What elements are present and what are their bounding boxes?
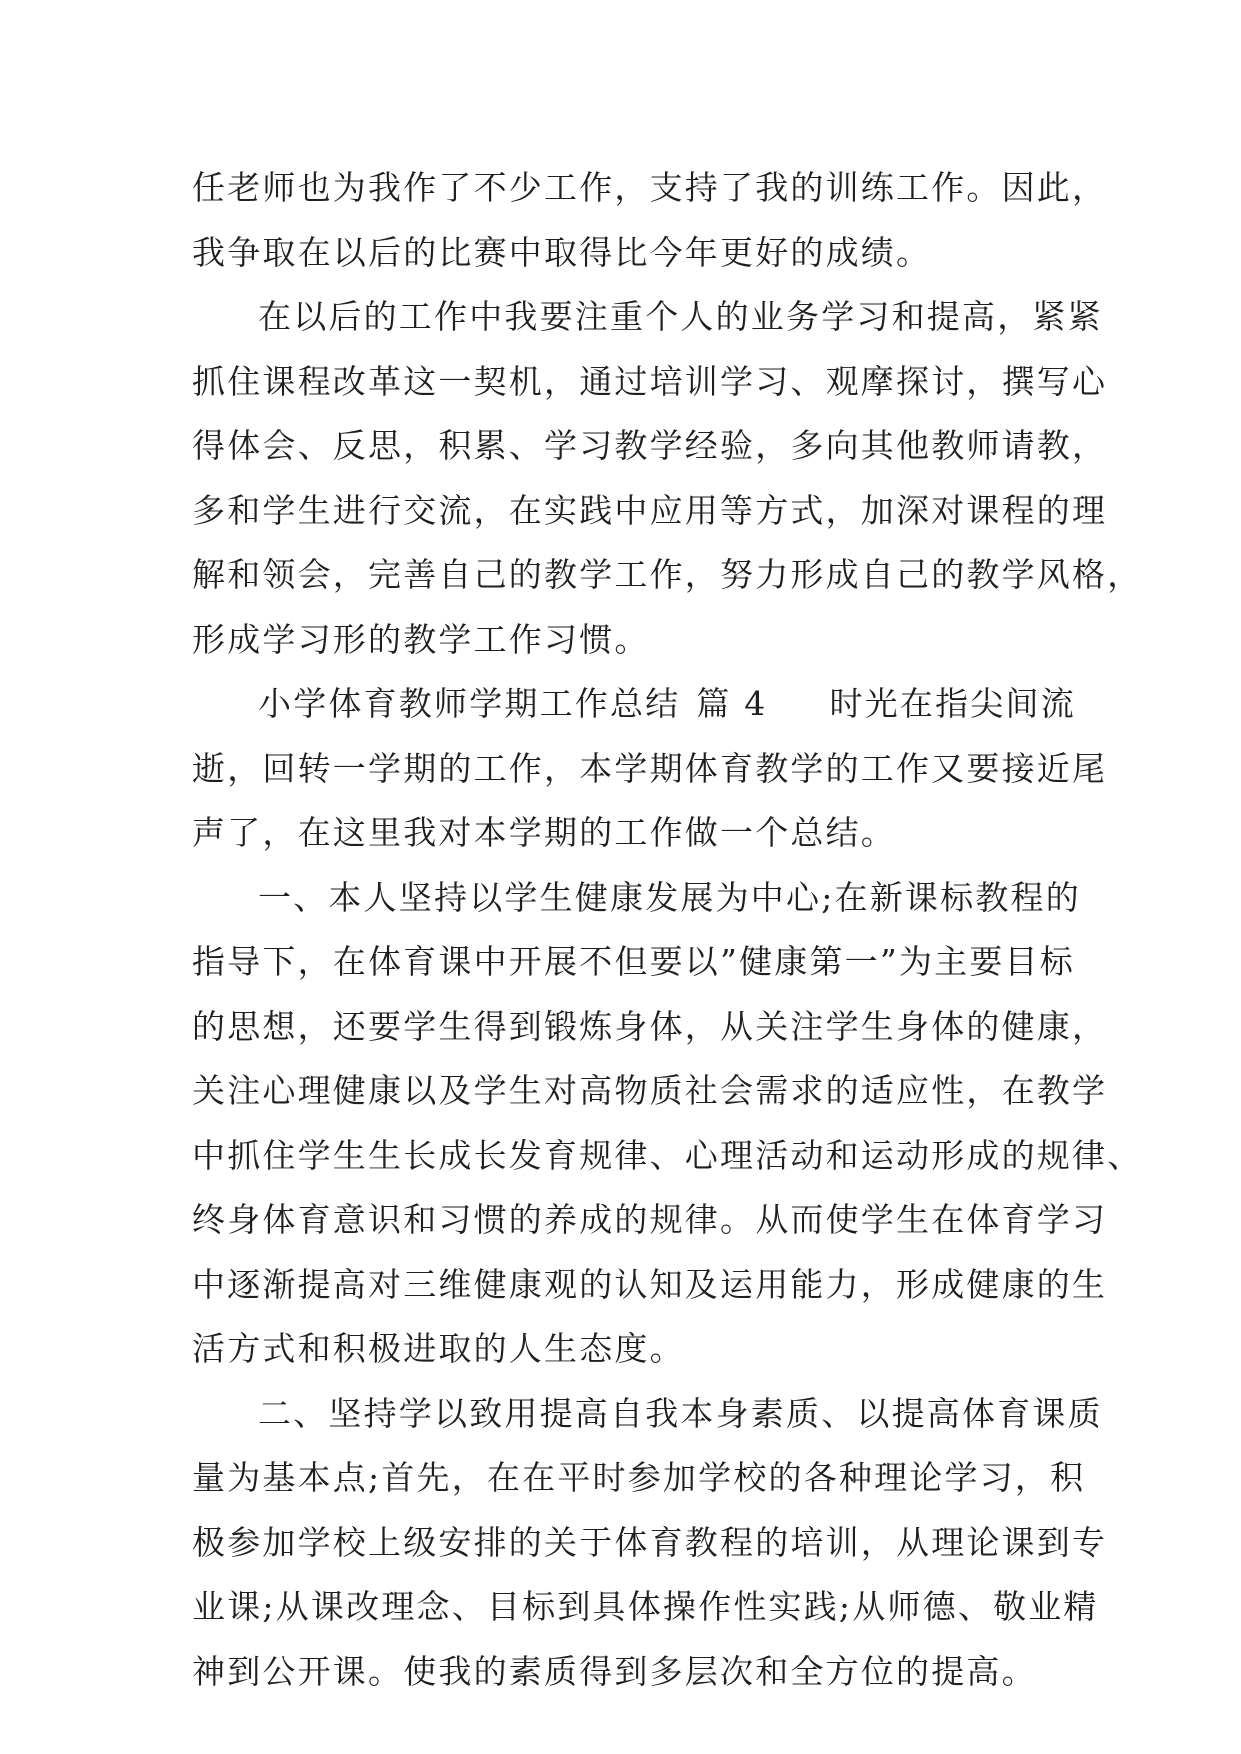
text-line: 抓住课程改革这一契机，通过培训学习、观摩探讨，撰写心 — [192, 361, 1108, 401]
section-heading-part: 篇 4 — [696, 684, 768, 723]
text-line: 在以后的工作中我要注重个人的业务学习和提高，紧紧 — [258, 297, 1103, 336]
text-line: 量为基本点;首先，在在平时参加学校的各种理论学习，积 — [192, 1458, 1086, 1497]
text-line: 业课;从课改理念、目标到具体操作性实践;从师德、敬业精 — [192, 1587, 1099, 1626]
text-line: 中抓住学生生长成长发育规律、心理活动和运动形成的规律、 — [192, 1135, 1143, 1175]
text-line: 二、坚持学以致用提高自我本身素质、以提高体育课质 — [258, 1393, 1103, 1433]
paragraph-5 — [192, 1382, 1108, 1705]
text-line: 我争取在以后的比赛中取得比今年更好的成绩。 — [192, 232, 932, 272]
section-heading-title: 小学体育教师学期工作总结 — [258, 684, 681, 723]
text-line: 声了，在这里我对本学期的工作做一个总结。 — [192, 813, 896, 852]
text-line: 中逐渐提高对三维健康观的认知及运用能力，形成健康的生 — [192, 1264, 1108, 1304]
paragraph-4 — [192, 866, 1143, 1382]
text-line: 逝，回转一学期的工作，本学期体育教学的工作又要接近尾 — [192, 748, 1108, 788]
text-line: 活方式和积极进取的人生态度。 — [192, 1329, 685, 1368]
text-line: 一、本人坚持以学生健康发展为中心;在新课标教程的 — [258, 877, 1081, 917]
paragraph-2 — [192, 285, 1143, 672]
text-line: 指导下，在体育课中开展不但要以”健康第一”为主要目标 — [192, 942, 1075, 981]
text-line: 解和领会，完善自己的教学工作，努力形成自己的教学风格， — [192, 555, 1143, 594]
text-line: 的思想，还要学生得到锻炼身体，从关注学生身体的健康， — [192, 1006, 1108, 1046]
text-line: 极参加学校上级安排的关于体育教程的培训，从理论课到专 — [192, 1522, 1108, 1562]
text-line: 关注心理健康以及学生对高物质社会需求的适应性，在教学 — [192, 1071, 1108, 1110]
paragraph-1 — [192, 156, 1108, 285]
paragraph-3 — [192, 672, 1108, 866]
section-heading-tail: 时光在指尖间流 — [829, 684, 1076, 723]
text-line: 任老师也为我作了不少工作，支持了我的训练工作。因此， — [192, 168, 1108, 207]
text-line: 终身体育意识和习惯的养成的规律。从而使学生在体育学习 — [192, 1200, 1108, 1239]
text-line: 多和学生进行交流，在实践中应用等方式，加深对课程的理 — [192, 490, 1108, 530]
text-line: 形成学习形的教学工作习惯。 — [192, 619, 650, 659]
section-heading-line — [192, 672, 1076, 737]
text-line: 得体会、反思，积累、学习教学经验，多向其他教师请教， — [192, 426, 1108, 465]
body-text — [192, 156, 1143, 1704]
text-line: 神到公开课。使我的素质得到多层次和全方位的提高。 — [192, 1651, 1037, 1691]
